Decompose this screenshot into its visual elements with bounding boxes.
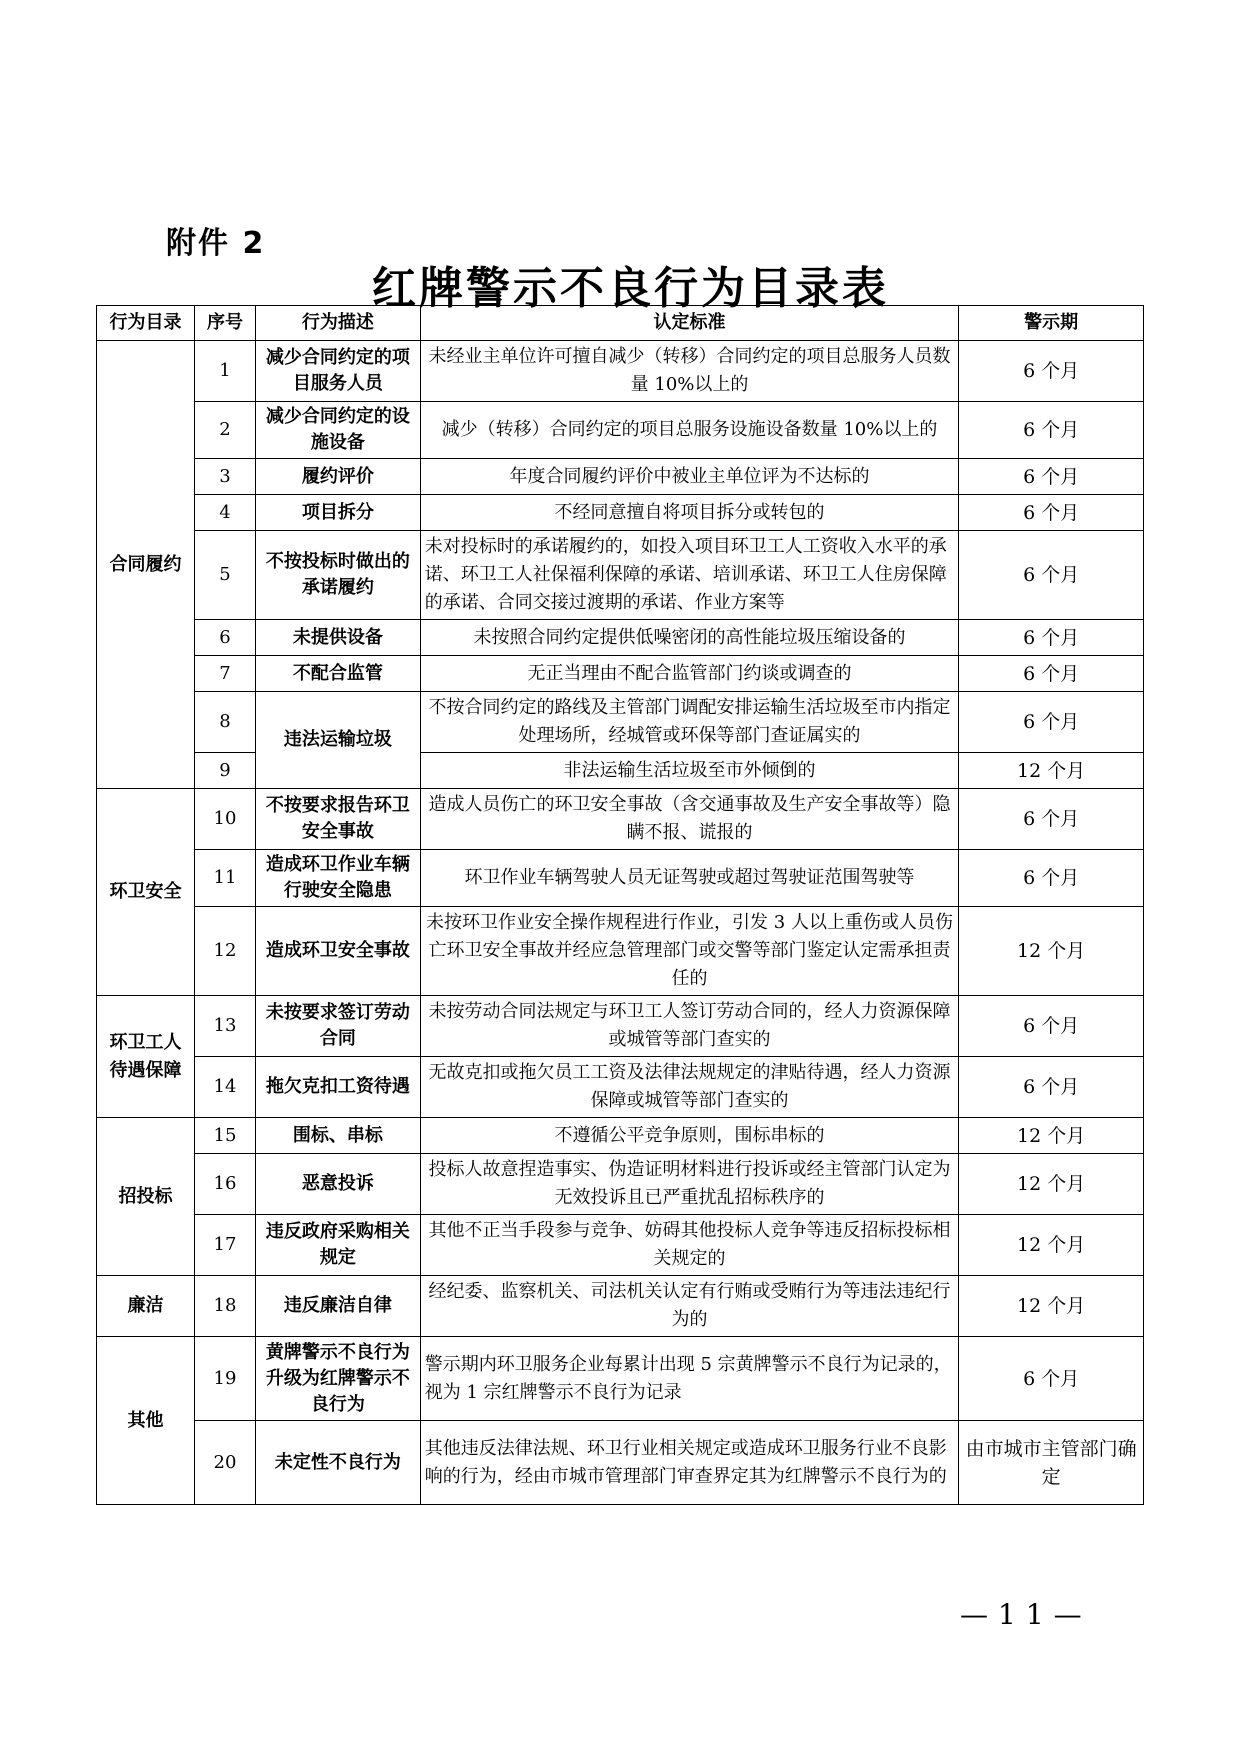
header-standard: 认定标准	[420, 306, 959, 341]
behavior-cell: 不配合监管	[256, 656, 421, 692]
category-cell: 环卫工人待遇保障	[97, 996, 195, 1118]
behavior-cell: 造成环卫作业车辆行驶安全隐患	[256, 850, 421, 907]
standard-cell: 造成人员伤亡的环卫安全事故（含交通事故及生产安全事故等）隐瞒不报、谎报的	[420, 789, 959, 850]
period-cell: 12 个月	[959, 1118, 1144, 1154]
behavior-cell: 未定性不良行为	[256, 1421, 421, 1505]
table-row	[97, 495, 1144, 531]
period-cell: 6 个月	[959, 620, 1144, 656]
period-cell: 12 个月	[959, 753, 1144, 789]
standard-cell: 警示期内环卫服务企业每累计出现 5 宗黄牌警示不良行为记录的，视为 1 宗红牌警示不良行为记录	[420, 1337, 959, 1421]
row-number: 5	[194, 531, 255, 620]
table-row	[97, 753, 1144, 789]
row-number: 20	[194, 1421, 255, 1505]
page-number: —11—	[960, 1598, 1092, 1631]
row-number: 1	[194, 341, 255, 402]
row-number: 17	[194, 1215, 255, 1276]
row-number: 3	[194, 459, 255, 495]
row-number: 12	[194, 907, 255, 996]
table-header-row	[97, 306, 1144, 341]
row-number: 13	[194, 996, 255, 1057]
period-cell: 6 个月	[959, 531, 1144, 620]
behavior-cell: 违反廉洁自律	[256, 1276, 421, 1337]
category-cell: 其他	[97, 1337, 195, 1505]
table-row	[97, 531, 1144, 620]
table-row	[97, 402, 1144, 459]
period-cell: 6 个月	[959, 656, 1144, 692]
attachment-label: 附件 2	[166, 226, 266, 261]
row-number: 9	[194, 753, 255, 789]
header-behavior: 行为描述	[256, 306, 421, 341]
standard-cell: 投标人故意捏造事实、伪造证明材料进行投诉或经主管部门认定为无效投诉且已严重扰乱招标秩序的	[420, 1154, 959, 1215]
period-cell: 6 个月	[959, 341, 1144, 402]
standard-cell: 未按劳动合同法规定与环卫工人签订劳动合同的，经人力资源保障或城管等部门查实的	[420, 996, 959, 1057]
behavior-cell: 不按投标时做出的承诺履约	[256, 531, 421, 620]
behavior-cell: 违法运输垃圾	[256, 692, 421, 789]
period-cell: 6 个月	[959, 402, 1144, 459]
table-row	[97, 1057, 1144, 1118]
row-number: 11	[194, 850, 255, 907]
row-number: 15	[194, 1118, 255, 1154]
document-title: 红牌警示不良行为目录表	[372, 263, 889, 314]
behavior-cell: 拖欠克扣工资待遇	[256, 1057, 421, 1118]
behavior-cell: 黄牌警示不良行为升级为红牌警示不良行为	[256, 1337, 421, 1421]
behavior-cell: 未提供设备	[256, 620, 421, 656]
header-category: 行为目录	[97, 306, 195, 341]
table-row	[97, 656, 1144, 692]
standard-cell: 无故克扣或拖欠员工工资及法律法规规定的津贴待遇，经人力资源保障或城管等部门查实的	[420, 1057, 959, 1118]
table-row	[97, 996, 1144, 1057]
row-number: 19	[194, 1337, 255, 1421]
period-cell: 6 个月	[959, 850, 1144, 907]
table-row	[97, 1337, 1144, 1421]
row-number: 6	[194, 620, 255, 656]
standard-cell: 经纪委、监察机关、司法机关认定有行贿或受贿行为等违法违纪行为的	[420, 1276, 959, 1337]
standard-cell: 其他不正当手段参与竞争、妨碍其他投标人竞争等违反招标投标相关规定的	[420, 1215, 959, 1276]
standard-cell: 未按环卫作业安全操作规程进行作业，引发 3 人以上重伤或人员伤亡环卫安全事故并经应急管理部门或交警等部门鉴定认定需承担责任的	[420, 907, 959, 996]
behavior-cell: 项目拆分	[256, 495, 421, 531]
standard-cell: 不按合同约定的路线及主管部门调配安排运输生活垃圾至市内指定处理场所，经城管或环保等部门查证属实的	[420, 692, 959, 753]
table-row	[97, 1118, 1144, 1154]
table-row	[97, 1276, 1144, 1337]
red-card-behavior-table	[96, 305, 1144, 1505]
standard-cell: 非法运输生活垃圾至市外倾倒的	[420, 753, 959, 789]
row-number: 8	[194, 692, 255, 753]
table-row	[97, 620, 1144, 656]
behavior-cell: 违反政府采购相关规定	[256, 1215, 421, 1276]
table-row	[97, 1154, 1144, 1215]
standard-cell: 无正当理由不配合监管部门约谈或调查的	[420, 656, 959, 692]
period-cell: 6 个月	[959, 459, 1144, 495]
standard-cell: 年度合同履约评价中被业主单位评为不达标的	[420, 459, 959, 495]
period-cell: 12 个月	[959, 1276, 1144, 1337]
row-number: 7	[194, 656, 255, 692]
row-number: 4	[194, 495, 255, 531]
behavior-cell: 未按要求签订劳动合同	[256, 996, 421, 1057]
period-cell: 6 个月	[959, 495, 1144, 531]
behavior-cell: 不按要求报告环卫安全事故	[256, 789, 421, 850]
row-number: 2	[194, 402, 255, 459]
row-number: 18	[194, 1276, 255, 1337]
standard-cell: 未对投标时的承诺履约的，如投入项目环卫工人工资收入水平的承诺、环卫工人社保福利保障的承诺、培训承诺、环卫工人住房保障的承诺、合同交接过渡期的承诺、作业方案等	[420, 531, 959, 620]
table-row	[97, 1421, 1144, 1505]
standard-cell: 其他违反法律法规、环卫行业相关规定或造成环卫服务行业不良影响的行为，经由市城市管理部门审查界定其为红牌警示不良行为的	[420, 1421, 959, 1505]
standard-cell: 不遵循公平竞争原则，围标串标的	[420, 1118, 959, 1154]
period-cell: 6 个月	[959, 1337, 1144, 1421]
row-number: 14	[194, 1057, 255, 1118]
table-row	[97, 850, 1144, 907]
period-cell: 6 个月	[959, 996, 1144, 1057]
category-cell: 合同履约	[97, 341, 195, 789]
behavior-cell: 减少合同约定的设施设备	[256, 402, 421, 459]
standard-cell: 环卫作业车辆驾驶人员无证驾驶或超过驾驶证范围驾驶等	[420, 850, 959, 907]
behavior-cell: 履约评价	[256, 459, 421, 495]
table-row	[97, 907, 1144, 996]
period-cell: 6 个月	[959, 1057, 1144, 1118]
header-number: 序号	[194, 306, 255, 341]
period-cell: 12 个月	[959, 1154, 1144, 1215]
standard-cell: 减少（转移）合同约定的项目总服务设施设备数量 10%以上的	[420, 402, 959, 459]
table-row	[97, 692, 1144, 753]
category-cell: 招投标	[97, 1118, 195, 1276]
behavior-cell: 减少合同约定的项目服务人员	[256, 341, 421, 402]
period-cell: 6 个月	[959, 692, 1144, 753]
behavior-cell: 恶意投诉	[256, 1154, 421, 1215]
period-cell: 由市城市主管部门确定	[959, 1421, 1144, 1505]
header-period: 警示期	[959, 306, 1144, 341]
period-cell: 6 个月	[959, 789, 1144, 850]
behavior-cell: 造成环卫安全事故	[256, 907, 421, 996]
standard-cell: 未经业主单位许可擅自减少（转移）合同约定的项目总服务人员数量 10%以上的	[420, 341, 959, 402]
table-row	[97, 789, 1144, 850]
period-cell: 12 个月	[959, 907, 1144, 996]
row-number: 10	[194, 789, 255, 850]
row-number: 16	[194, 1154, 255, 1215]
table-row	[97, 1215, 1144, 1276]
table-row	[97, 459, 1144, 495]
behavior-cell: 围标、串标	[256, 1118, 421, 1154]
period-cell: 12 个月	[959, 1215, 1144, 1276]
category-cell: 环卫安全	[97, 789, 195, 996]
table-row	[97, 341, 1144, 402]
category-cell: 廉洁	[97, 1276, 195, 1337]
standard-cell: 不经同意擅自将项目拆分或转包的	[420, 495, 959, 531]
standard-cell: 未按照合同约定提供低噪密闭的高性能垃圾压缩设备的	[420, 620, 959, 656]
